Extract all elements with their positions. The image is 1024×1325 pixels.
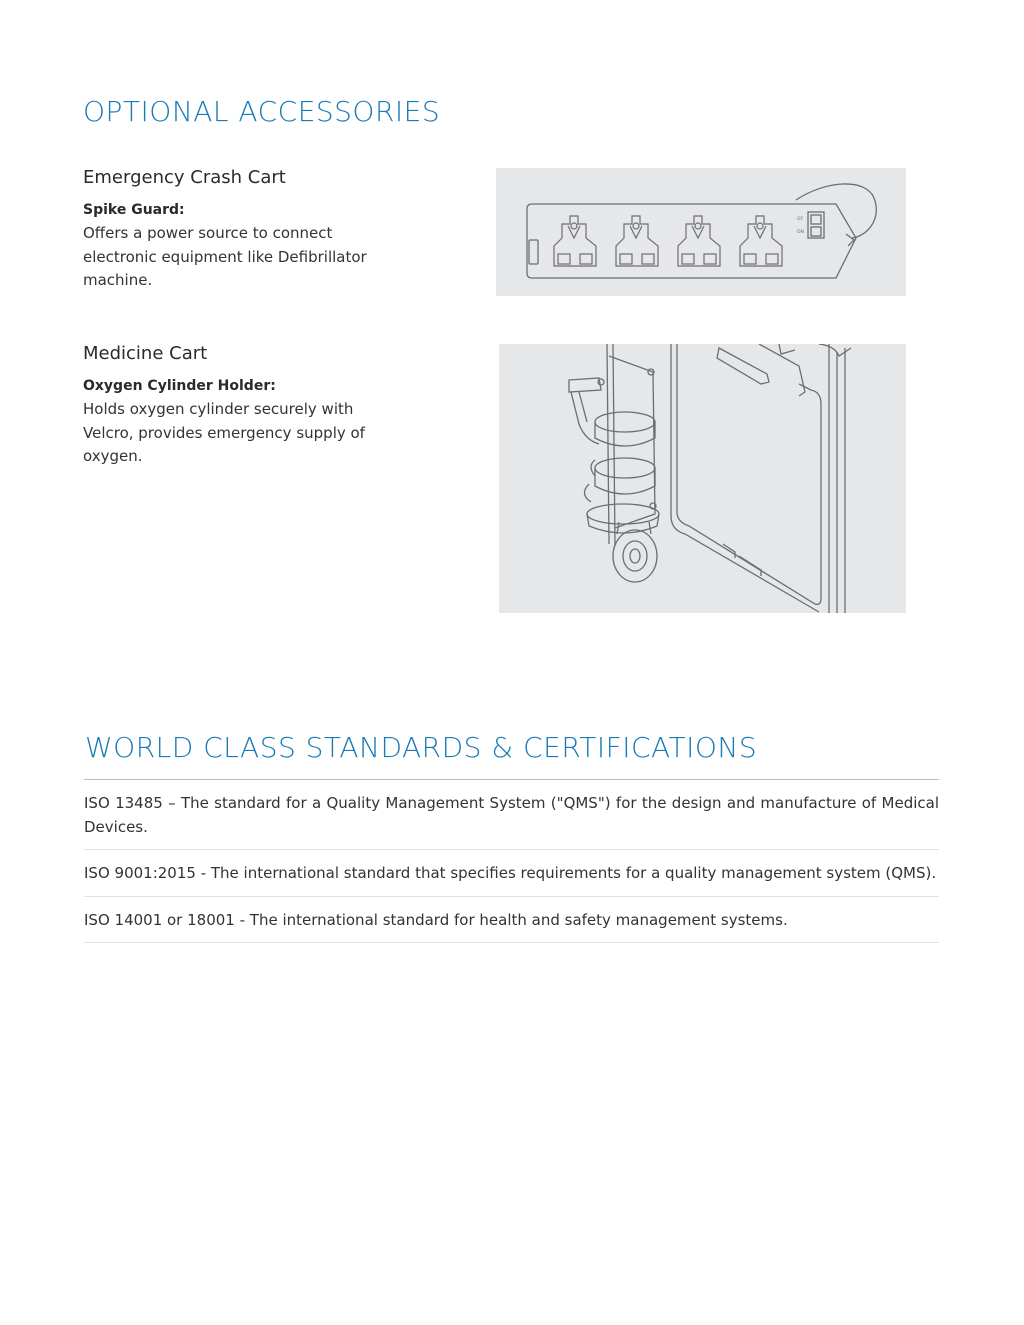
socket-outlets xyxy=(554,216,782,266)
standard-item: ISO 13485 – The standard for a Quality Management System ("QMS") for the design and manufacture of Medical Devices. xyxy=(84,780,939,850)
accessory-name: Medicine Cart xyxy=(83,343,208,364)
accessory-name: Emergency Crash Cart xyxy=(83,167,286,188)
accessory-medicine-cart xyxy=(83,343,413,469)
standard-item: ISO 9001:2015 - The international standard that specifies requirements for a quality management system (QMS). xyxy=(84,850,939,897)
accessory-feature: Spike Guard: xyxy=(83,202,185,218)
socket-icon xyxy=(678,216,720,266)
standards-heading: WORLD CLASS STANDARDS & CERTIFICATIONS xyxy=(85,731,758,764)
switch-off-label: OF xyxy=(797,217,804,222)
standards-list xyxy=(84,780,939,943)
socket-icon xyxy=(616,216,658,266)
optional-accessories-heading: OPTIONAL ACCESSORIES xyxy=(83,95,441,128)
socket-icon xyxy=(740,216,782,266)
standard-item: ISO 14001 or 18001 - The international standard for health and safety management systems. xyxy=(84,897,939,944)
oxygen-cylinder-holder-illustration xyxy=(499,344,906,613)
socket-icon xyxy=(554,216,596,266)
accessory-description: Offers a power source to connect electronic equipment like Defibrillator machine. xyxy=(83,224,367,289)
switch-on-label: ON xyxy=(797,230,804,235)
accessory-crash-cart xyxy=(83,167,413,293)
spike-guard-illustration xyxy=(496,168,906,296)
accessory-description: Holds oxygen cylinder securely with Velcro, provides emergency supply of oxygen. xyxy=(83,400,365,465)
accessory-feature: Oxygen Cylinder Holder: xyxy=(83,378,276,394)
